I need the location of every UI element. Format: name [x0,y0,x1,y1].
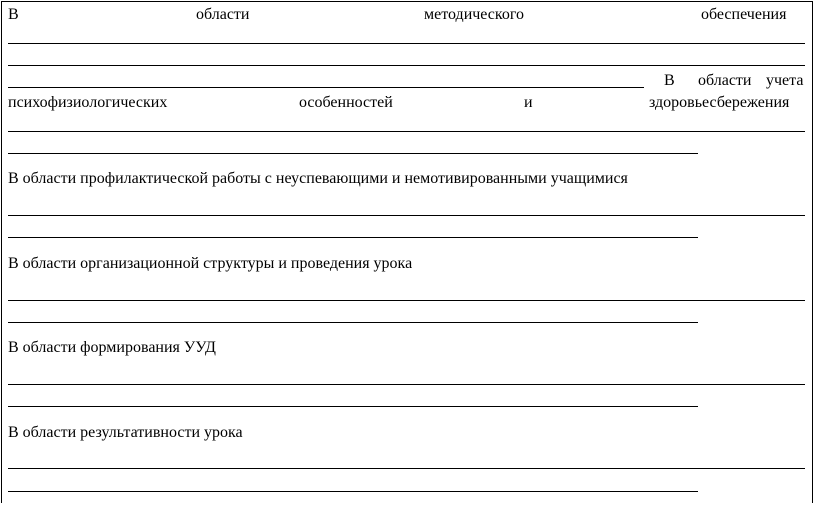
psychophys-heading-word-5: особенностей [299,94,393,111]
methodical-answer-line-1[interactable] [8,43,805,44]
organization-answer-line-2[interactable] [8,322,698,323]
methodical-heading-word-1: В [8,6,19,23]
psychophys-heading-word-1: В [664,72,675,89]
methodical-answer-line-3[interactable] [8,87,644,88]
effectiveness-answer-line-1[interactable] [8,468,805,469]
psychophys-heading-word-3: учета [766,72,804,89]
psychophys-heading-word-4: психофизиологических [8,94,168,111]
uud-answer-line-1[interactable] [8,384,805,385]
methodical-heading-word-4: обеспечения [701,6,787,23]
uud-answer-line-2[interactable] [8,406,698,407]
psychophys-heading-word-2: области [698,72,752,89]
prophylactic-heading: В области профилактической работы с неуспевающими и немотивированными учащимися [8,170,628,187]
effectiveness-heading: В области результативности урока [8,424,243,441]
methodical-heading-word-3: методического [424,6,525,23]
organization-heading: В области организационной структуры и проведения урока [8,255,413,272]
methodical-answer-line-2[interactable] [8,65,805,66]
prophylactic-answer-line-1[interactable] [8,215,805,216]
methodical-heading-word-2: области [196,6,250,23]
uud-heading: В области формирования УУД [8,339,216,356]
psychophys-heading-word-7: здоровьесбережения [649,94,790,111]
psychophys-answer-line-1[interactable] [8,131,805,132]
effectiveness-answer-line-2[interactable] [8,491,698,492]
organization-answer-line-1[interactable] [8,300,805,301]
psychophys-heading-word-6: и [524,94,533,111]
psychophys-answer-line-2[interactable] [8,153,698,154]
prophylactic-answer-line-2[interactable] [8,237,698,238]
